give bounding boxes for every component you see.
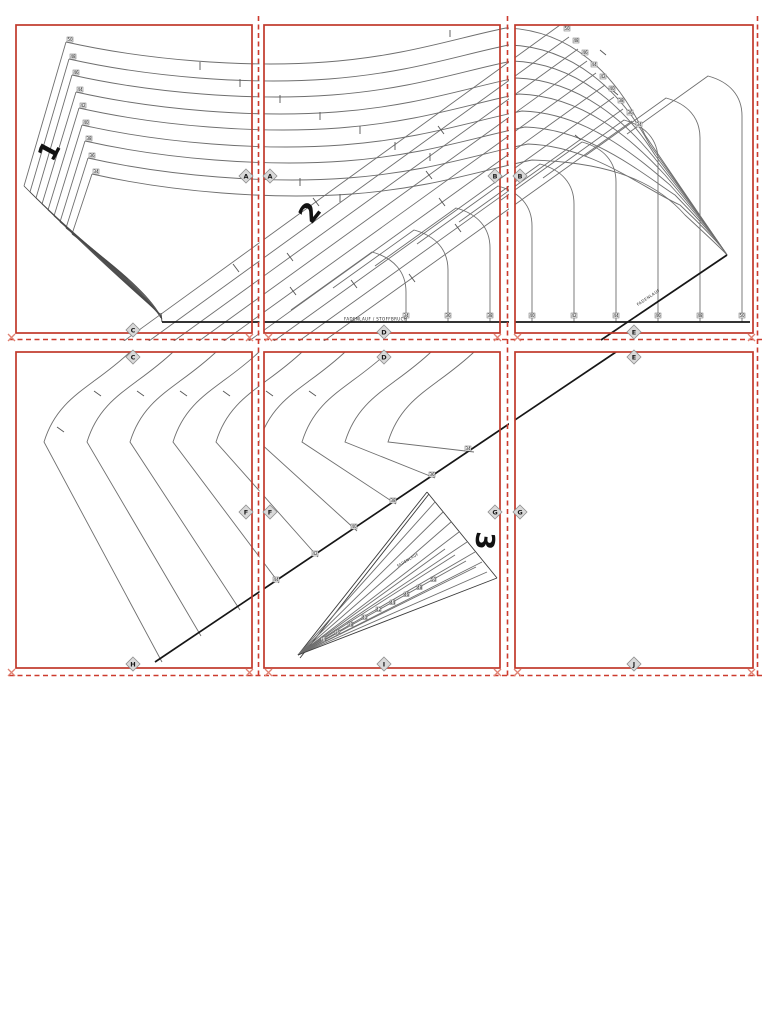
svg-text:44: 44 [273,577,279,582]
svg-text:G: G [492,508,498,517]
svg-text:H: H [130,660,136,669]
svg-text:46: 46 [73,70,79,75]
waist-fold-label: FADENLAUF / STOFFBRUCH [344,316,408,322]
svg-text:50: 50 [564,26,570,31]
piece-number-3: 3 [468,530,500,552]
svg-text:38: 38 [487,313,493,318]
svg-text:34: 34 [403,313,409,318]
svg-text:C: C [130,326,136,335]
svg-text:42: 42 [80,103,86,108]
svg-text:36: 36 [627,110,633,115]
join-marker-j [627,657,641,671]
piece-3-wedge [298,492,500,658]
svg-text:48: 48 [573,38,579,43]
svg-text:50: 50 [430,577,437,582]
svg-text:40: 40 [361,615,368,620]
svg-text:I: I [382,660,386,669]
svg-text:J: J [632,660,636,669]
svg-text:E: E [631,353,637,362]
svg-text:C: C [130,353,136,362]
join-marker-a [263,169,277,183]
svg-text:A: A [267,172,273,181]
svg-text:34: 34 [465,446,471,451]
svg-text:42: 42 [375,607,382,612]
svg-text:44: 44 [389,600,396,605]
svg-text:40: 40 [351,524,357,529]
lower-piece-curves [44,352,616,662]
svg-text:48: 48 [416,585,423,590]
join-marker-c [126,323,140,337]
join-marker-a [239,169,253,183]
join-marker-d [377,325,391,339]
svg-text:48: 48 [697,313,703,318]
join-marker-i [377,657,391,671]
svg-text:46: 46 [403,592,410,597]
svg-text:34: 34 [320,637,327,642]
piece-number-2: 2 [293,196,329,230]
join-marker-e [627,325,641,339]
svg-text:38: 38 [86,136,92,141]
svg-text:34: 34 [636,122,642,127]
svg-text:F: F [243,508,249,517]
join-marker-h [126,657,140,671]
svg-text:F: F [267,508,273,517]
svg-text:44: 44 [77,87,83,92]
svg-text:38: 38 [390,498,396,503]
piece-2-band [117,25,750,346]
waistline-size-labels [403,313,745,318]
svg-text:38: 38 [618,98,624,103]
piece2-size-labels [564,26,642,127]
svg-text:A: A [243,172,249,181]
join-marker-f [239,505,253,519]
cut-mark-icon [514,334,521,341]
svg-text:50: 50 [67,37,73,42]
svg-text:40: 40 [529,313,535,318]
svg-text:D: D [381,353,387,362]
svg-text:44: 44 [613,313,619,318]
svg-text:50: 50 [739,313,745,318]
svg-text:D: D [381,328,387,337]
svg-text:G: G [517,508,523,517]
svg-text:36: 36 [429,472,435,477]
piece-number-1: 1 [32,136,68,167]
svg-text:42: 42 [571,313,577,318]
svg-text:B: B [517,172,523,181]
svg-text:46: 46 [655,313,661,318]
svg-text:42: 42 [312,551,318,556]
svg-text:46: 46 [582,50,588,55]
svg-text:40: 40 [83,120,89,125]
side-seam-label: FADENLAUF [635,287,662,307]
svg-text:E: E [631,328,637,337]
svg-text:36: 36 [89,153,95,158]
svg-text:34: 34 [93,169,99,174]
svg-text:44: 44 [591,62,597,67]
svg-text:38: 38 [347,622,354,627]
svg-text:40: 40 [609,86,615,91]
piece-1-strips [24,28,727,322]
svg-text:36: 36 [445,313,451,318]
cut-mark-icon [514,669,521,676]
svg-text:42: 42 [600,74,606,79]
join-marker-f [263,505,277,519]
cut-marks [8,334,755,676]
svg-text:48: 48 [70,54,76,59]
wedge-grain-label: FADENLAUF [396,552,420,568]
svg-text:36: 36 [334,630,341,635]
tile-6 [515,352,753,668]
svg-text:B: B [492,172,498,181]
